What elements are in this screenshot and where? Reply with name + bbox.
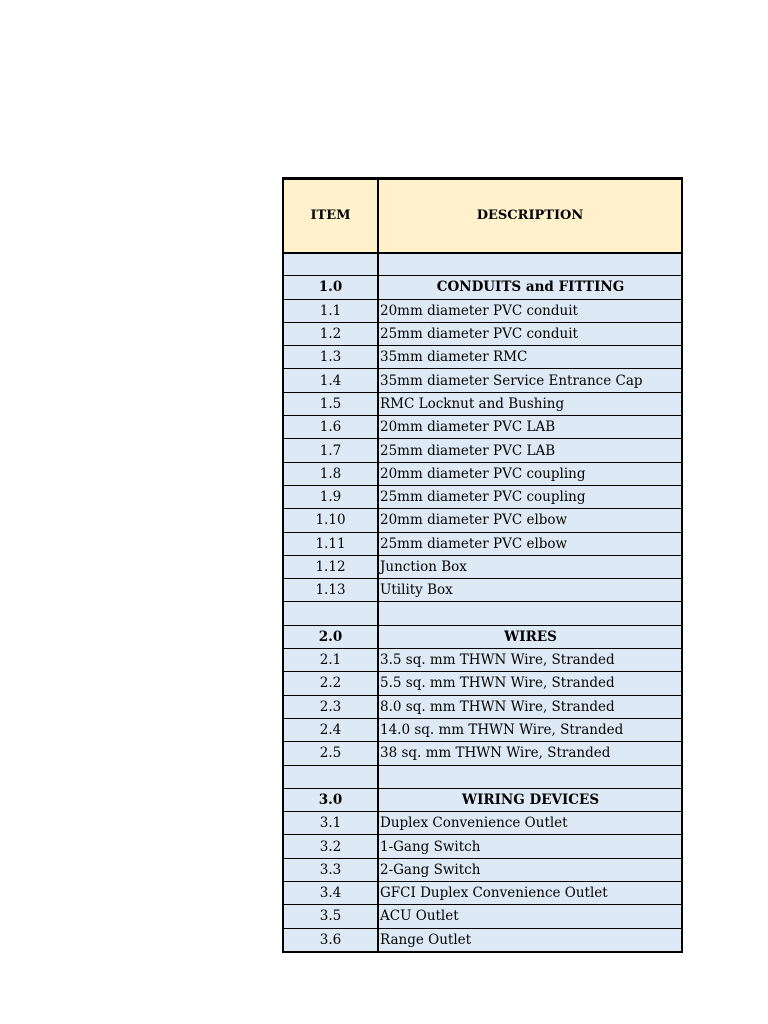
description-cell: 5.5 sq. mm THWN Wire, Stranded bbox=[378, 672, 682, 695]
item-number-cell: 2.2 bbox=[283, 672, 378, 695]
description-cell: 25mm diameter PVC LAB bbox=[378, 439, 682, 462]
table-row bbox=[283, 322, 682, 345]
description-cell: 14.0 sq. mm THWN Wire, Stranded bbox=[378, 718, 682, 741]
section-row bbox=[283, 276, 682, 299]
item-number-cell: 1.12 bbox=[283, 555, 378, 578]
materials-table bbox=[282, 177, 683, 953]
table-row bbox=[283, 462, 682, 485]
description-cell bbox=[378, 765, 682, 788]
section-title-cell: WIRING DEVICES bbox=[378, 788, 682, 811]
table-row bbox=[283, 369, 682, 392]
item-number-cell: 1.8 bbox=[283, 462, 378, 485]
item-number-cell: 1.6 bbox=[283, 416, 378, 439]
item-number-cell: 1.11 bbox=[283, 532, 378, 555]
description-cell: GFCI Duplex Convenience Outlet bbox=[378, 882, 682, 905]
description-column-header: DESCRIPTION bbox=[378, 179, 682, 253]
description-cell: 1-Gang Switch bbox=[378, 835, 682, 858]
table-row bbox=[283, 439, 682, 462]
description-cell: 20mm diameter PVC LAB bbox=[378, 416, 682, 439]
section-row bbox=[283, 788, 682, 811]
item-number-cell: 1.4 bbox=[283, 369, 378, 392]
table-row bbox=[283, 812, 682, 835]
blank-row bbox=[283, 765, 682, 788]
description-cell: Range Outlet bbox=[378, 928, 682, 952]
description-cell: 35mm diameter RMC bbox=[378, 346, 682, 369]
description-cell: 38 sq. mm THWN Wire, Stranded bbox=[378, 742, 682, 765]
header-row bbox=[283, 179, 682, 253]
description-cell bbox=[378, 253, 682, 276]
item-number-cell: 1.0 bbox=[283, 276, 378, 299]
description-cell: 25mm diameter PVC coupling bbox=[378, 485, 682, 508]
description-cell: Utility Box bbox=[378, 579, 682, 602]
item-number-cell: 2.4 bbox=[283, 718, 378, 741]
description-cell: 8.0 sq. mm THWN Wire, Stranded bbox=[378, 695, 682, 718]
item-number-cell bbox=[283, 602, 378, 625]
table-row bbox=[283, 346, 682, 369]
description-cell: 20mm diameter PVC conduit bbox=[378, 299, 682, 322]
blank-row bbox=[283, 253, 682, 276]
blank-row bbox=[283, 602, 682, 625]
item-number-cell: 3.2 bbox=[283, 835, 378, 858]
table-row bbox=[283, 718, 682, 741]
table-row bbox=[283, 509, 682, 532]
description-cell: 20mm diameter PVC coupling bbox=[378, 462, 682, 485]
description-cell: RMC Locknut and Bushing bbox=[378, 392, 682, 415]
section-title-cell: WIRES bbox=[378, 625, 682, 648]
table-row bbox=[283, 649, 682, 672]
item-number-cell: 3.5 bbox=[283, 905, 378, 928]
table-row bbox=[283, 858, 682, 881]
item-number-cell: 2.0 bbox=[283, 625, 378, 648]
item-number-cell: 1.7 bbox=[283, 439, 378, 462]
description-cell: 2-Gang Switch bbox=[378, 858, 682, 881]
table-row bbox=[283, 416, 682, 439]
table-row bbox=[283, 742, 682, 765]
item-number-cell: 1.1 bbox=[283, 299, 378, 322]
table-row bbox=[283, 299, 682, 322]
table-row bbox=[283, 579, 682, 602]
item-number-cell: 2.5 bbox=[283, 742, 378, 765]
item-number-cell: 3.3 bbox=[283, 858, 378, 881]
description-cell: Junction Box bbox=[378, 555, 682, 578]
table-row bbox=[283, 392, 682, 415]
description-cell: 35mm diameter Service Entrance Cap bbox=[378, 369, 682, 392]
description-cell: 20mm diameter PVC elbow bbox=[378, 509, 682, 532]
table-row bbox=[283, 555, 682, 578]
description-cell bbox=[378, 602, 682, 625]
table-row bbox=[283, 882, 682, 905]
description-cell: ACU Outlet bbox=[378, 905, 682, 928]
table-row bbox=[283, 532, 682, 555]
description-cell: 25mm diameter PVC elbow bbox=[378, 532, 682, 555]
item-number-cell: 3.6 bbox=[283, 928, 378, 952]
item-number-cell: 1.2 bbox=[283, 322, 378, 345]
item-number-cell: 2.3 bbox=[283, 695, 378, 718]
item-number-cell: 2.1 bbox=[283, 649, 378, 672]
section-title-cell: CONDUITS and FITTING bbox=[378, 276, 682, 299]
item-number-cell: 1.3 bbox=[283, 346, 378, 369]
table-row bbox=[283, 835, 682, 858]
item-number-cell bbox=[283, 765, 378, 788]
description-cell: 3.5 sq. mm THWN Wire, Stranded bbox=[378, 649, 682, 672]
item-number-cell: 1.13 bbox=[283, 579, 378, 602]
section-row bbox=[283, 625, 682, 648]
table-row bbox=[283, 485, 682, 508]
item-number-cell: 3.1 bbox=[283, 812, 378, 835]
table-row bbox=[283, 928, 682, 952]
item-number-cell: 1.10 bbox=[283, 509, 378, 532]
table-row bbox=[283, 905, 682, 928]
item-number-cell bbox=[283, 253, 378, 276]
table-row bbox=[283, 672, 682, 695]
table-body bbox=[283, 253, 682, 952]
item-number-cell: 3.4 bbox=[283, 882, 378, 905]
description-cell: 25mm diameter PVC conduit bbox=[378, 322, 682, 345]
description-cell: Duplex Convenience Outlet bbox=[378, 812, 682, 835]
table-row bbox=[283, 695, 682, 718]
item-number-cell: 1.9 bbox=[283, 485, 378, 508]
item-column-header: ITEM bbox=[283, 179, 378, 253]
item-number-cell: 1.5 bbox=[283, 392, 378, 415]
item-number-cell: 3.0 bbox=[283, 788, 378, 811]
